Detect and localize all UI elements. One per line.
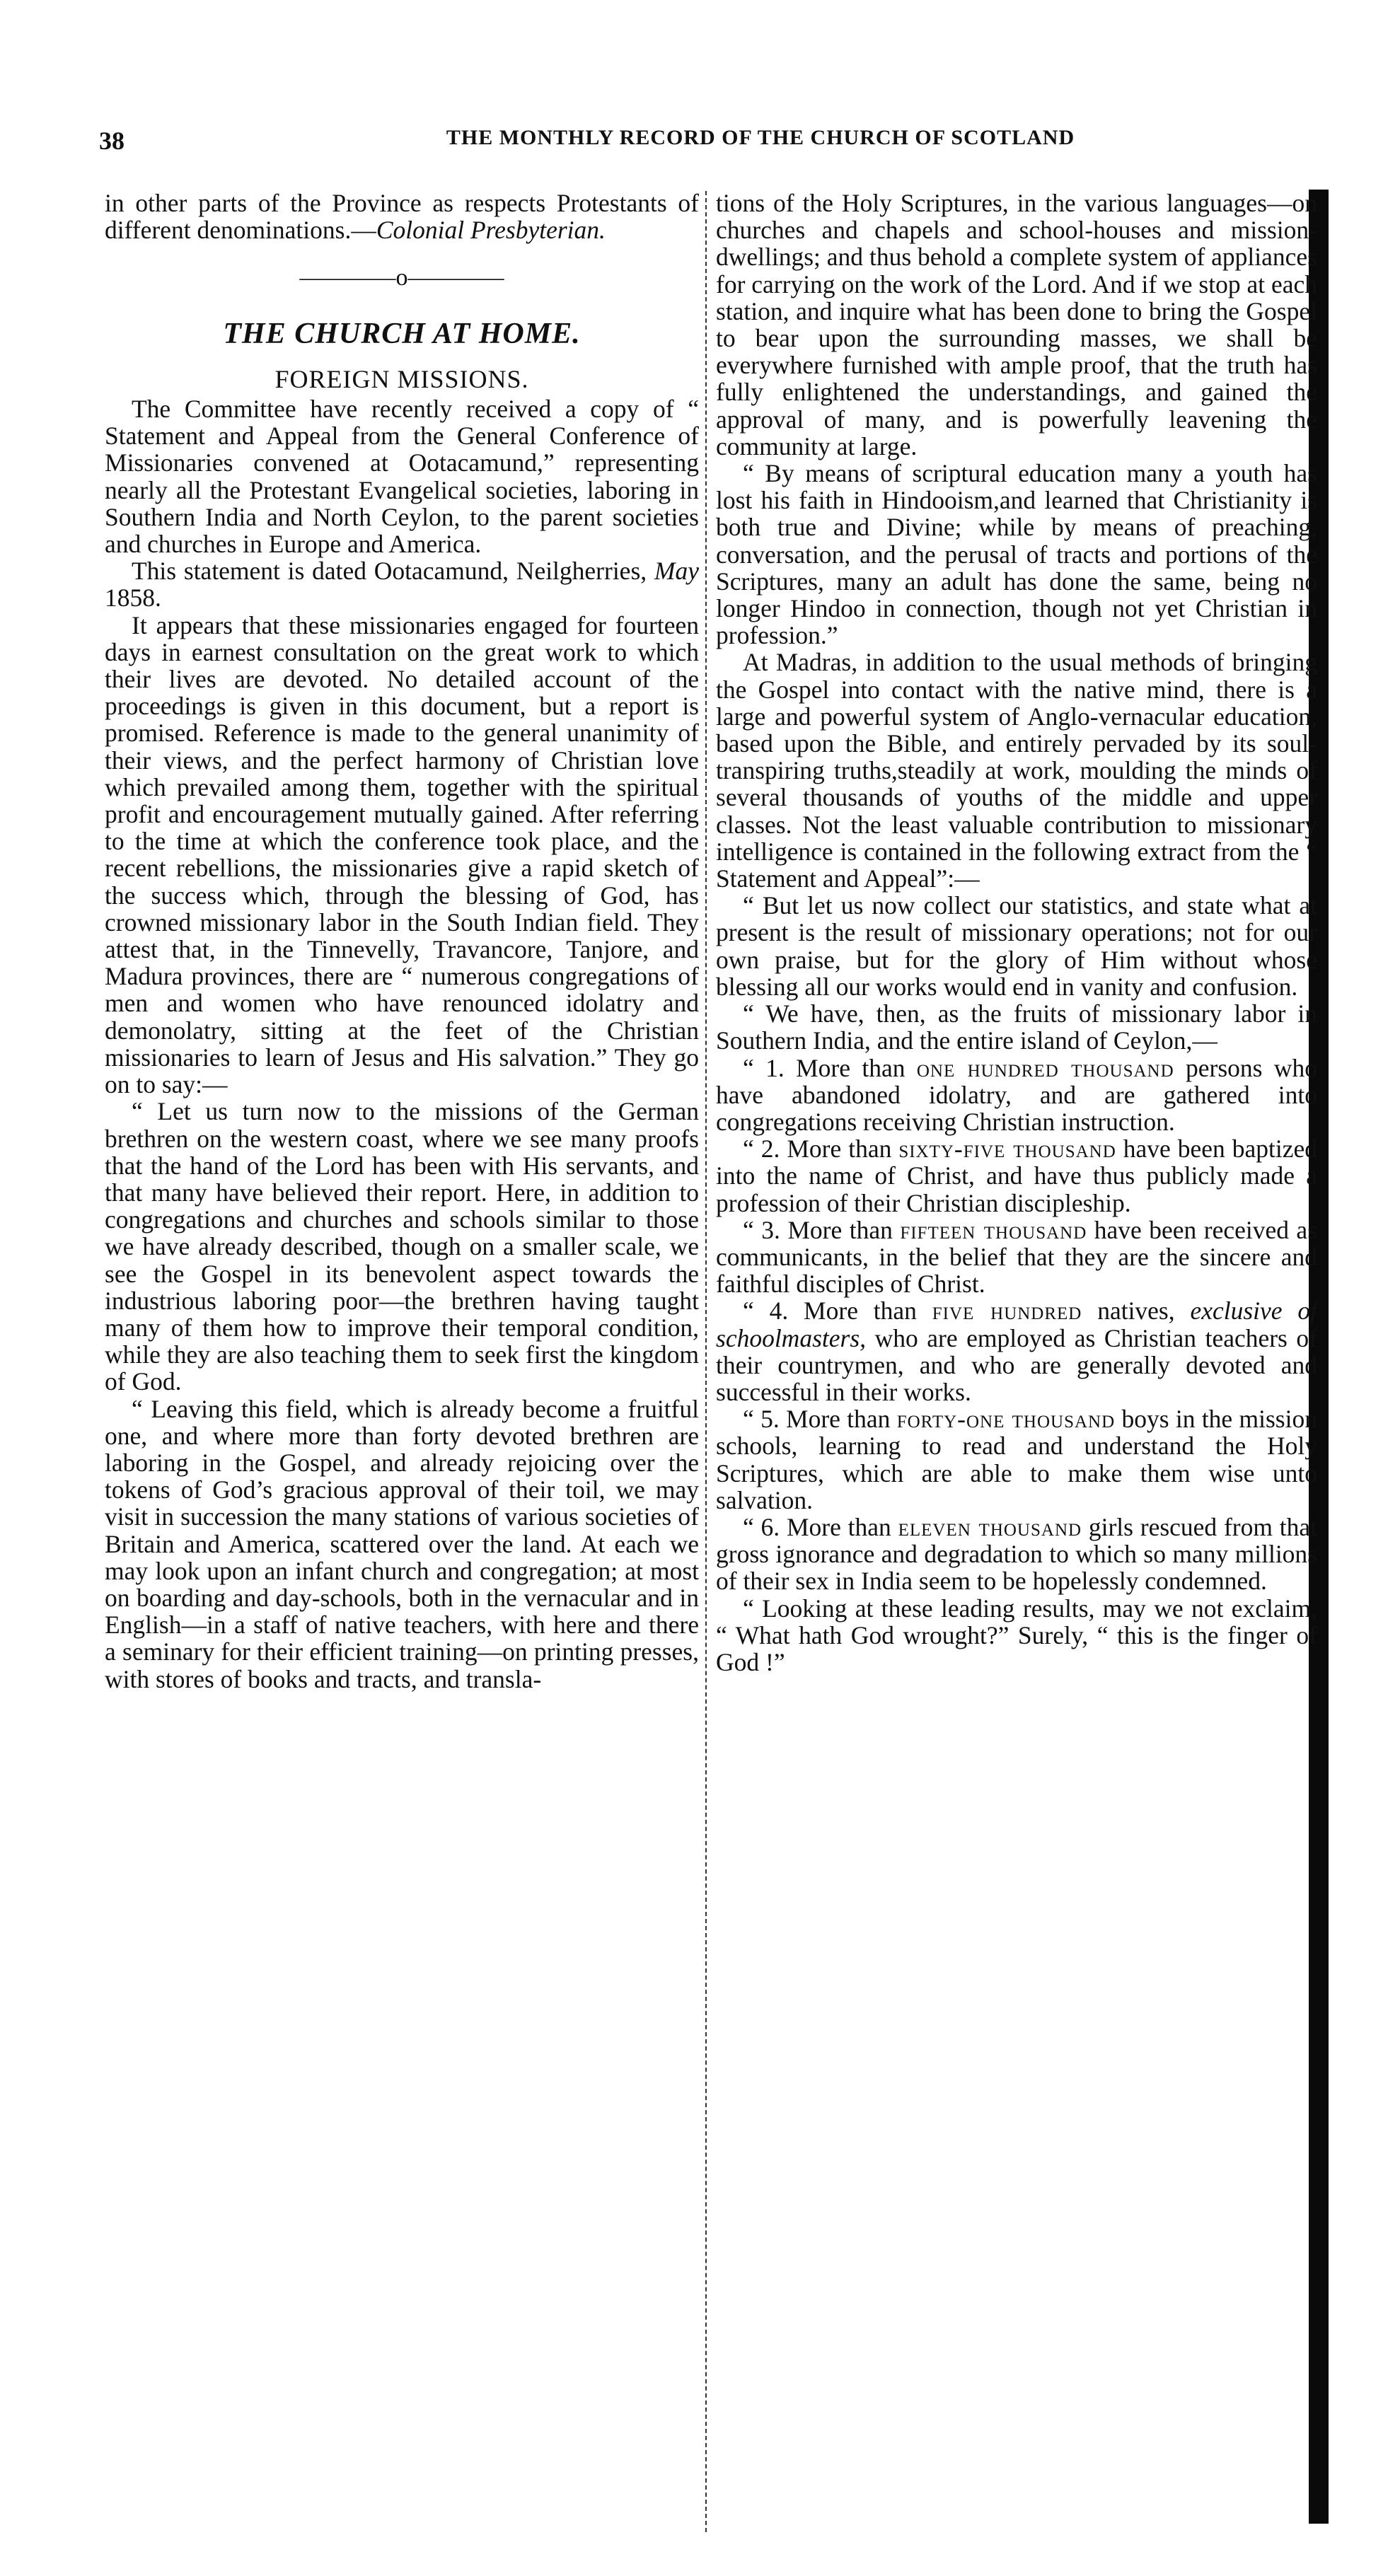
left-column [105,190,699,1693]
paragraph: “ Let us turn now to the missions of the German brethren on the western coast, where we see many proofs that the hand of the Lord has been with His servants, and that many have believed their report. Here, in addition to congregations and churches and schools similar to those we have already described, though on a smaller scale, we see the Gospel in its benevolent aspect towards the industrious laboring poor—the brethren having taught many of them how to improve their temporal condition, while they are also teaching them to seek first the kingdom of God. [105,1097,699,1396]
running-title: THE MONTHLY RECORD OF THE CHURCH OF SCOTLAND [446,126,1075,149]
stat-text: have been received as communicants, in the belief that they are the sincere and faithful disciples of Christ. [716,1215,1317,1299]
date-month: May [654,557,699,586]
stat-text: girls rescued from that gross ignorance and degradation to which so many millions of their sex in India seem to be hopelessly condemned. [716,1512,1317,1596]
right-column [716,190,1317,2545]
section-title: THE CHURCH AT HOME. [223,317,581,350]
date-year: 1858. [105,584,161,613]
stat-text: persons who have abandoned idolatry, and are gathered into congregations receiving Christian instruction. [716,1053,1317,1136]
statistic-item [716,1297,1317,1405]
column-divider [705,191,707,2532]
paragraph: “ We have, then, as the fruits of missionary labor in Southern India, and the entire island of Ceylon,— [716,999,1317,1055]
stat-lead: “ 6. More than [743,1512,898,1541]
stat-number: five hundred [932,1296,1082,1325]
intro-paragraph [105,190,699,243]
stat-text: boys in the mission schools, learning to read and understand the Holy Scriptures, which are able to make them wise unto salvation. [716,1405,1317,1514]
stat-number: eleven thousand [898,1512,1082,1541]
paragraph-date [105,557,699,611]
stat-lead: “ 3. More than [743,1215,901,1244]
intro-text: in other parts of the Province as respects Protestants of different denominations.— [105,189,699,245]
paragraph: At Madras, in addition to the usual methods of bringing the Gospel into contact with the native mind, there is a large and powerful system of Anglo-vernacular education, based upon the Bible, and entirely pervaded by its soul-transpiring truths,steadily at work, moulding the minds of several thousands of youths of the middle and upper classes. Not the least valuable contribution to missionary intelligence is contained in the following extract from the “ Statement and Appeal”:— [716,648,1317,893]
stat-number: sixty-five thousand [898,1135,1116,1164]
stat-number: one hundred thousand [916,1053,1174,1082]
section-ornament: ————o———— [299,265,504,291]
stat-lead: “ 4. More than [743,1296,932,1325]
page-header [99,126,1337,168]
paragraph: “ Looking at these leading results, may we not exclaim, “ What hath God wrought?” Surely, “ this is the finger of God !” [716,1594,1317,1676]
paragraph: It appears that these missionaries engaged for fourteen days in earnest consultation on the great work to which their lives are devoted. No detailed account of the proceedings is given in this document, but a report is promised. Reference is made to the general unanimity of their views, and the perfect harmony of Christian love which prevailed among them, together with the spiritual profit and encouragement mutually gained. After referring to the time at which the conference took place, and the recent rebellions, the missionaries give a rapid sketch of the success which, through the blessing of God, has crowned missionary labor in the South Indian field. They attest that, in the Tinnevelly, Travancore, Tanjore, and Madura provinces, there are “ numerous congregations of men and women who have renounced idolatry and demonolatry, sitting at the feet of the Christian missionaries to learn of Jesus and His salvation.” They go on to say:— [105,610,699,1099]
page-number: 38 [99,127,125,155]
stat-text-2: who are employed as Christian teachers of their countrymen, and who are generally devoted and successful in their works. [716,1323,1317,1406]
paragraph: The Committee have recently received a copy of “ Statement and Appeal from the General Conference of Missionaries convened at Ootacamund,” representing nearly all the Protestant Evangelical societies, laboring in Southern India and North Ceylon, to the parent societies and churches in Europe and America. [105,395,699,559]
paragraph: “ But let us now collect our statistics, and state what at present is the result of missionary operations; not for our own praise, but for the glory of Him without whose blessing all our works would end in vanity and confusion. [716,891,1317,1001]
stat-number: forty-one thousand [896,1405,1116,1434]
intro-source: Colonial Presbyterian. [376,216,606,245]
stat-lead: “ 1. More than [743,1053,917,1082]
paragraph: “ Leaving this field, which is already become a fruitful one, and where more than forty devoted brethren are laboring in the Gospel, and already rejoicing over the tokens of God’s gracious approval of their toil, we may visit in succession the many stations of various societies of Britain and America, scattered over the land. At each we may look upon an infant church and congregation; at most on boarding and day-schools, both in the vernacular and in English—in a staff of native teachers, with here and there a seminary for their efficient training—on printing presses, with stores of books and tracts, and transla- [105,1394,699,1693]
stat-text: have been baptized into the name of Christ, and have thus publicly made a profession of their Christian discipleship. [716,1135,1317,1217]
statistic-item [716,1514,1317,1595]
stat-lead: “ 2. More than [743,1135,899,1164]
statistic-item [716,1405,1317,1514]
statistic-item [716,1055,1317,1136]
stat-text: natives, [1082,1296,1191,1325]
stat-italic: exclusive of schoolmasters, [716,1296,1317,1352]
stat-lead: “ 5. More than [743,1405,897,1434]
statistic-item [716,1217,1317,1298]
subsection-title: FOREIGN MISSIONS. [274,364,529,393]
paragraph: tions of the Holy Scriptures, in the various languages—on churches and chapels and school-houses and mission-dwellings; and thus behold a complete system of appliances for carrying on the work of the Lord. And if we stop at each station, and inquire what has been done to bring the Gospel to bear upon the surrounding masses, we shall be everywhere furnished with ample proof, that the truth has fully enlightened the understandings, and gained the approval of many, and is powerfully leavening the community at large. [716,190,1317,460]
statistic-item [716,1135,1317,1217]
date-text: This statement is dated Ootacamund, Neilgherries, [132,557,654,586]
paragraph: “ By means of scriptural education many a youth has lost his faith in Hindooism,and learned that Christianity is both true and Divine; while by means of preaching, conversation, and the perusal of tracts and portions of the Scriptures, many an adult has done the same, being no longer Hindoo in connection, though not yet Christian in profession.” [716,459,1317,650]
stat-number: fifteen thousand [900,1215,1087,1244]
